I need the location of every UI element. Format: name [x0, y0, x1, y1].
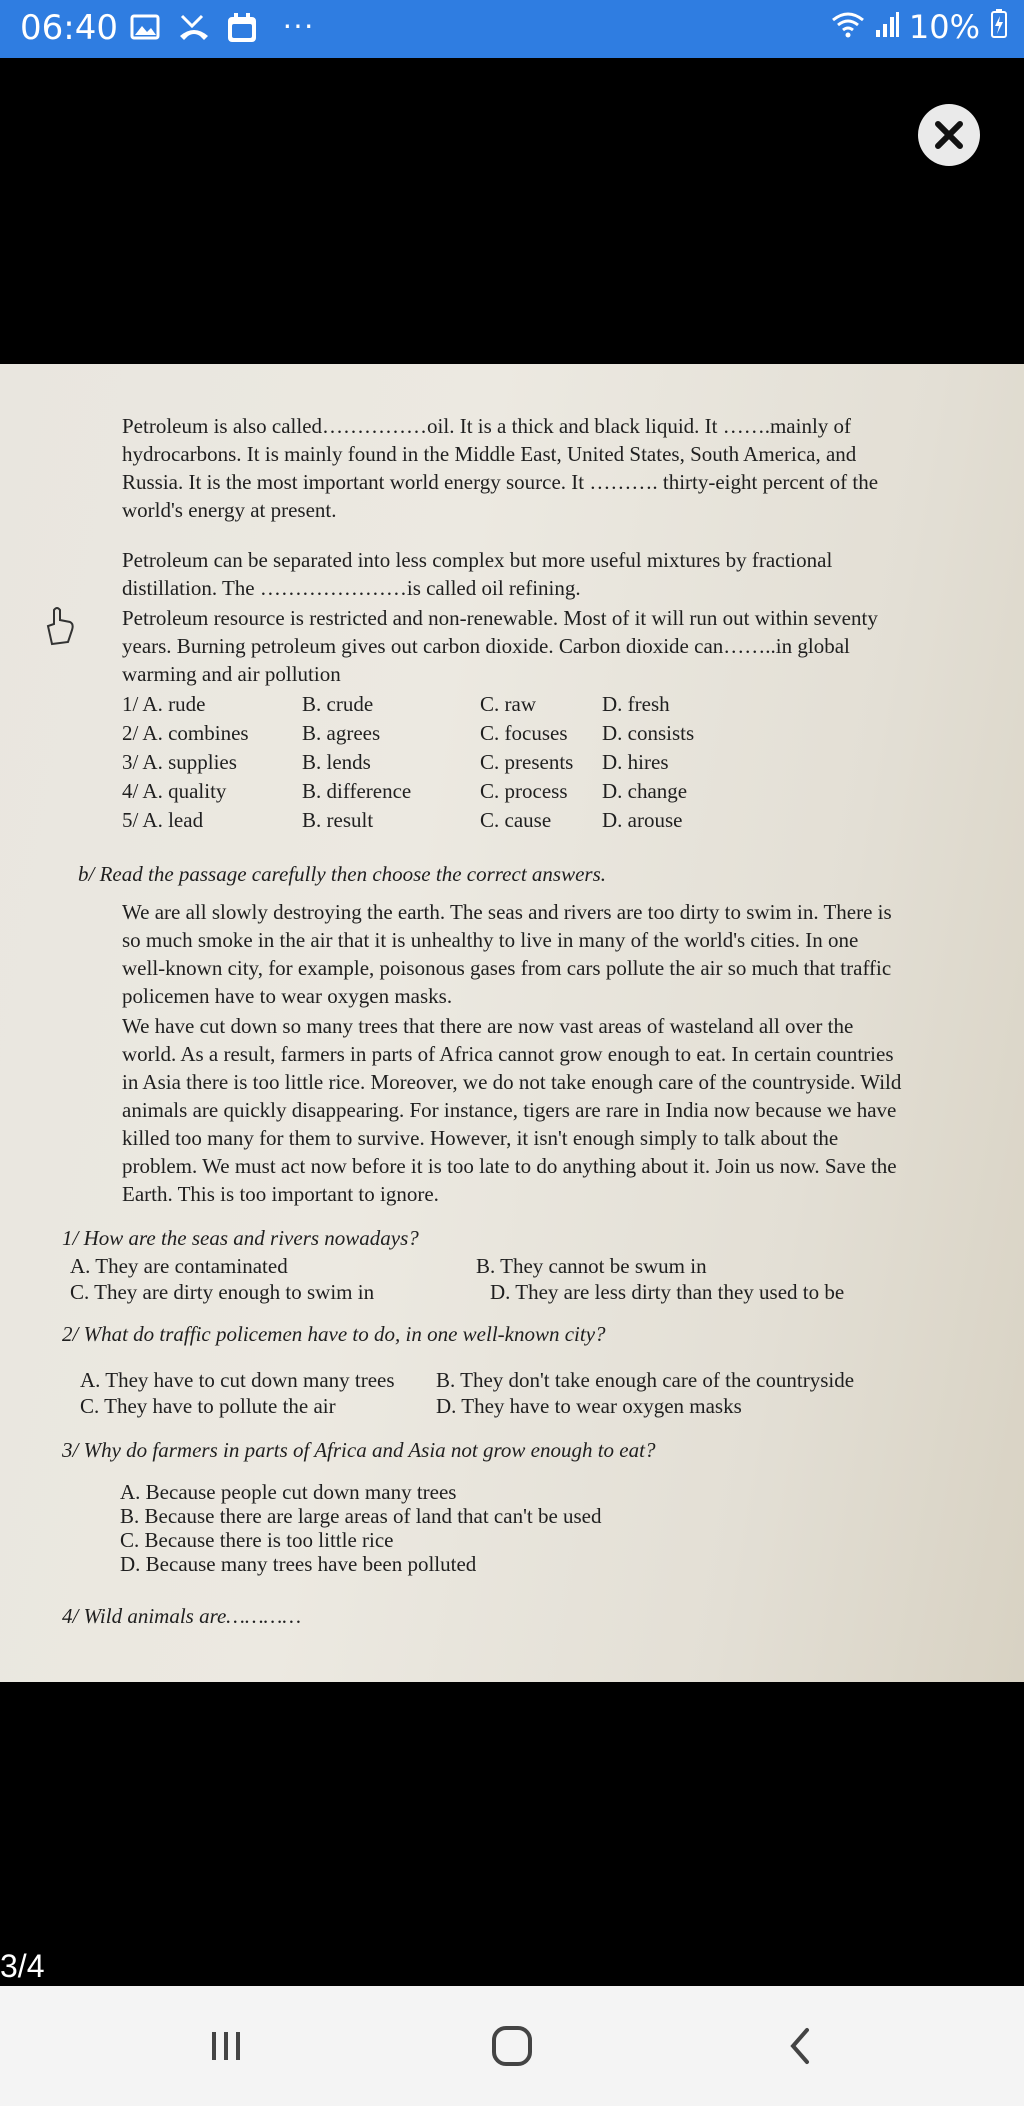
question-2-option: B. They don't take enough care of the countryside — [436, 1368, 855, 1392]
close-button[interactable] — [918, 104, 980, 166]
question-3-option: C. Because there is too little rice — [120, 1528, 394, 1552]
recent-apps-button[interactable] — [196, 2016, 256, 2076]
question-1-option: A. They are contaminated — [70, 1254, 288, 1278]
question-1-option: B. They cannot be swum in — [476, 1254, 707, 1278]
paragraph-1: Petroleum is also called……………oil. It is a thick and black liquid. It …….mainly of hydrocarbons. It is mainly found in the Middle East, United States, South America, and Russia. It is the most important world energy source. It ………. thirty-eight percent of the world's energy at present. — [122, 414, 879, 522]
status-bar — [0, 0, 1024, 58]
paragraph-2: Petroleum can be separated into less complex but more useful mixtures by fractional distillation. The …………………is called oil refining. — [122, 548, 833, 600]
question-1: 1/ How are the seas and rivers nowadays? — [62, 1226, 419, 1250]
close-icon — [932, 118, 966, 152]
battery-level: 10% — [908, 8, 980, 46]
back-icon — [785, 2026, 815, 2066]
gallery-icon — [130, 12, 160, 47]
paragraph-5: We have cut down so many trees that there are now vast areas of wasteland all over the world. As a result, farmers in parts of Africa cannot grow enough to eat. In certain countries in Asia there is too little rice. Moreover, we do not take enough care of the countryside. Wild animals are quickly disappearing. For instance, tigers are rare in India now because we have killed too many for them to survive. However, it isn't enough simply to talk about the problem. We must act now before it is too late to do anything about it. Join us now. Save the Earth. This is too important to ignore. — [122, 1014, 902, 1206]
question-2-option: A. They have to cut down many trees — [80, 1368, 395, 1392]
question-2: 2/ What do traffic policemen have to do, in one well-known city? — [62, 1322, 606, 1346]
paragraph-3: Petroleum resource is restricted and non-renewable. Most of it will run out within seventy years. Burning petroleum gives out carbon dioxide. Carbon dioxide can……..in global warming and air pollution — [122, 606, 878, 686]
calendar-icon — [226, 12, 258, 49]
recent-apps-icon — [206, 2028, 246, 2064]
home-icon — [490, 2024, 534, 2068]
question-3: 3/ Why do farmers in parts of Africa and Asia not grow enough to eat? — [62, 1438, 656, 1462]
question-1-option: C. They are dirty enough to swim in — [70, 1280, 375, 1304]
question-3-option: D. Because many trees have been polluted — [120, 1552, 477, 1576]
missed-call-icon — [178, 12, 210, 47]
signal-icon — [875, 8, 899, 46]
question-2-option: C. They have to pollute the air — [80, 1394, 336, 1418]
question-4: 4/ Wild animals are………… — [62, 1604, 301, 1628]
question-1-option: D. They are less dirty than they used to be — [490, 1280, 845, 1304]
document-photo[interactable]: Petroleum is also called……………oil. It is a thick and black liquid. It …….mainly of hydrocarbons. It is mainly found in the Middle East, United States, South America, and Russia. It is the most important world energy source. It ………. thirty-eight percent of the world's energy at present. Petroleum can be separated into less complex but more useful mixtures by fractional distillation. The …………………is called oil refining. Petroleum resource is restricted and non-renewable. Most of it will run out within seventy years. Burning petroleum gives out carbon dioxide. Carbon dioxide can……..in global warming and air pollution 1/ A. rude B. crude C. raw D. fresh 2/ A. combines B. agrees C. focuses D. consists 3/ A. supplies B. lends C. presents D. hires 4/ A. quality B. difference C. process D. change 5/ A. lead B. result C. cause D. arouse b/ Read the passage carefully then choose the correct answers. We are all slowly destroying the earth. The seas and rivers are too dirty to swim in. There is so much smoke in the air that it is unhealthy to live in many of the world's cities. In one well-known city, for example, poisonous gases from cars pollute the air so much that traffic policemen have to wear oxygen masks. We have cut down so many trees that there are now vast areas of wasteland all over the world. As a result, farmers in parts of Africa cannot grow enough to eat. In certain countries in Asia there is too little rice. Moreover, we do not take enough care of the countryside. Wild animals are quickly disappearing. For instance, tigers are rare in India now because we have killed too many for them to survive. However, it isn't enough simply to talk about the problem. We must act now before it is too late to do anything about it. Join us now. Save the Earth. This is too important to ignore. 1/ How are the seas and rivers nowadays? A. They are contaminated B. They cannot be swum in C. They are dirty enough to swim in D. They are less dirty than they used to be 2/ What do traffic policemen have to do, in one well-known city? A. They have to cut down many trees B. They don't take enough care of the countryside C. They have to pollute the air D. They have to wear oxygen masks 3/ Why do farmers in parts of Africa and Asia not grow enough to eat? A. Because people cut down many trees B. Because there are large areas of land that can't be used C. Because there is too little rice D. Because many trees have been polluted 4/ Wild animals are………… — [0, 364, 1024, 1682]
paragraph-4: We are all slowly destroying the earth. The seas and rivers are too dirty to swim in. There is so much smoke in the air that it is unhealthy to live in many of the world's cities. In one well-known city, for example, poisonous gases from cars pollute the air so much that traffic policemen have to wear oxygen masks. — [122, 900, 892, 1008]
status-time: 06:40 — [20, 8, 118, 48]
question-3-option: A. Because people cut down many trees — [120, 1480, 457, 1504]
section-b-heading: b/ Read the passage carefully then choose the correct answers. — [78, 862, 606, 886]
wifi-icon — [831, 8, 865, 46]
home-button[interactable] — [482, 2016, 542, 2076]
battery-charging-icon — [990, 8, 1008, 46]
navigation-bar — [0, 1986, 1024, 2106]
back-button[interactable] — [770, 2016, 830, 2076]
more-notifications: ··· — [282, 6, 314, 42]
question-2-option: D. They have to wear oxygen masks — [436, 1394, 742, 1418]
page-indicator: 3/4 — [0, 1948, 45, 1984]
hand-pointer-icon — [44, 604, 78, 651]
question-3-option: B. Because there are large areas of land that can't be used — [120, 1504, 602, 1528]
